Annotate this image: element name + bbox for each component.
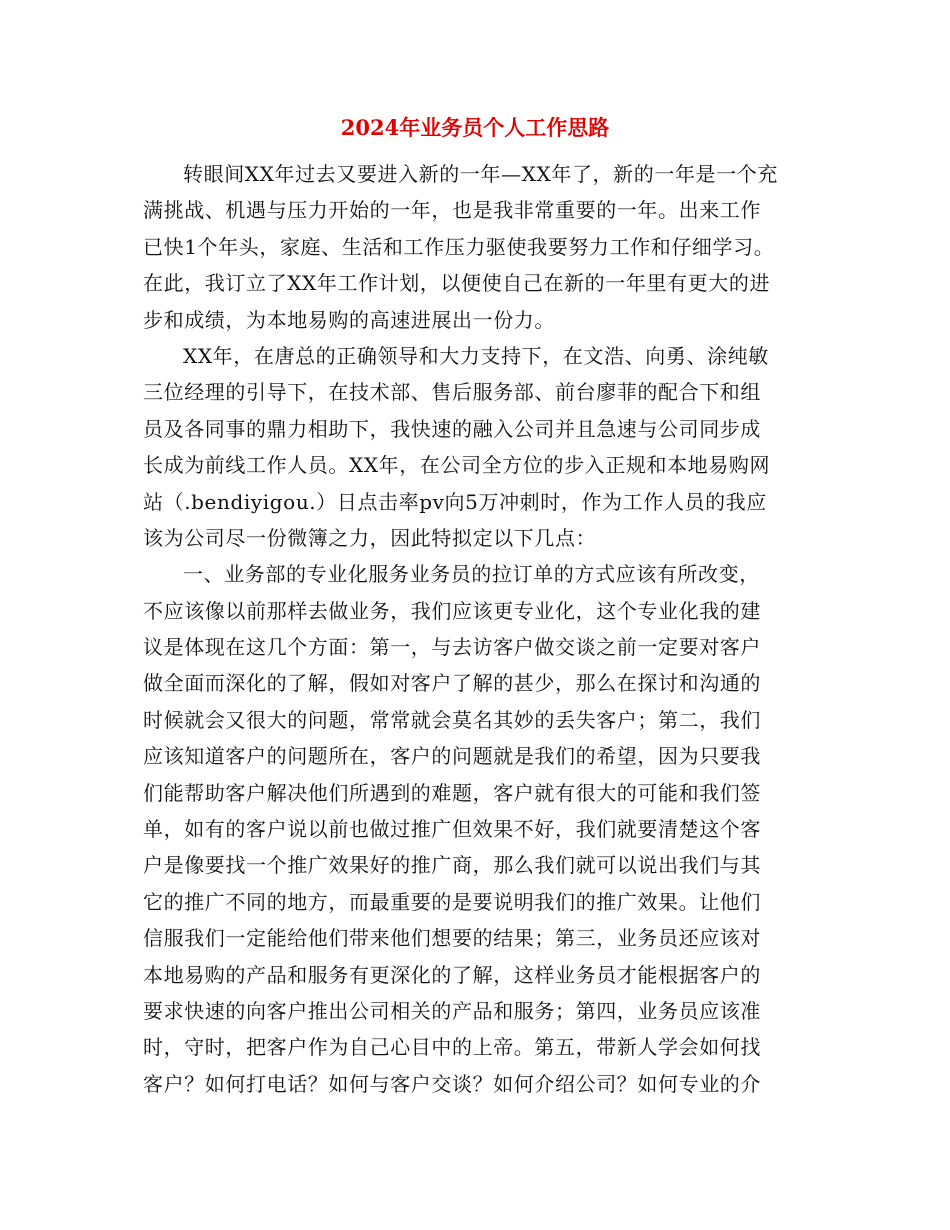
text-line: 在此，我订立了XX年工作计划，以便使自己在新的一年里有更大的进 [143, 271, 771, 296]
text-line: 步和成绩，为本地易购的高速进展出一份力。 [143, 307, 555, 332]
text-line: 员及各同事的鼎力相助下，我快速的融入公司并且急速与公司同步成 [143, 416, 761, 441]
text-line: 户是像要找一个推广效果好的推广商，那么我们就可以说出我们与其 [143, 853, 761, 878]
text-line: 三位经理的引导下，在技术部、售后服务部、前台廖菲的配合下和组 [143, 380, 761, 405]
text-line: 转眼间XX年过去又要进入新的一年—XX年了，新的一年是一个充 [183, 162, 778, 186]
text-line: 应该知道客户的问题所在，客户的问题就是我们的希望，因为只要我 [143, 744, 761, 769]
text-line: 已快1个年头，家庭、生活和工作压力驱使我要努力工作和仔细学习。 [143, 234, 775, 259]
text-line: 它的推广不同的地方，而最重要的是要说明我们的推广效果。让他们 [143, 889, 761, 914]
text-line: 时候就会又很大的问题，常常就会莫名其妙的丢失客户；第二，我们 [143, 707, 761, 732]
text-line: 站（.bendiyigou.）日点击率pv向5万冲刺时，作为工作人员的我应 [143, 489, 767, 514]
text-line: 本地易购的产品和服务有更深化的了解，这样业务员才能根据客户的 [143, 962, 761, 987]
text-line: 满挑战、机遇与压力开始的一年，也是我非常重要的一年。出来工作 [143, 198, 761, 223]
document-body [143, 156, 815, 1102]
text-line: 要求快速的向客户推出公司相关的产品和服务；第四，业务员应该准 [143, 998, 761, 1023]
text-line: 单，如有的客户说以前也做过推广但效果不好，我们就要清楚这个客 [143, 817, 761, 842]
text-line: 不应该像以前那样去做业务，我们应该更专业化，这个专业化我的建 [143, 598, 761, 623]
document-title: 2024年业务员个人工作思路 [340, 115, 610, 140]
text-line: 该为公司尽一份微簿之力，因此特拟定以下几点： [143, 525, 597, 550]
text-line: 做全面而深化的了解，假如对客户了解的甚少，那么在探讨和沟通的 [143, 671, 761, 696]
text-line: 客户？如何打电话？如何与客户交谈？如何介绍公司？如何专业的介 [143, 1071, 761, 1096]
text-line: 时，守时，把客户作为自己心目中的上帝。第五，带新人学会如何找 [143, 1035, 761, 1060]
text-line: 信服我们一定能给他们带来他们想要的结果；第三，业务员还应该对 [143, 926, 761, 951]
text-line: 一、业务部的专业化服务业务员的拉订单的方式应该有所改变， [183, 562, 760, 587]
text-line: 长成为前线工作人员。XX年，在公司全方位的步入正规和本地易购网 [143, 453, 771, 478]
text-line: XX年，在唐总的正确领导和大力支持下，在文浩、向勇、涂纯敏 [183, 343, 769, 368]
text-line: 议是体现在这几个方面：第一，与去访客户做交谈之前一定要对客户 [143, 635, 761, 660]
text-line: 们能帮助客户解决他们所遇到的难题，客户就有很大的可能和我们签 [143, 780, 761, 805]
